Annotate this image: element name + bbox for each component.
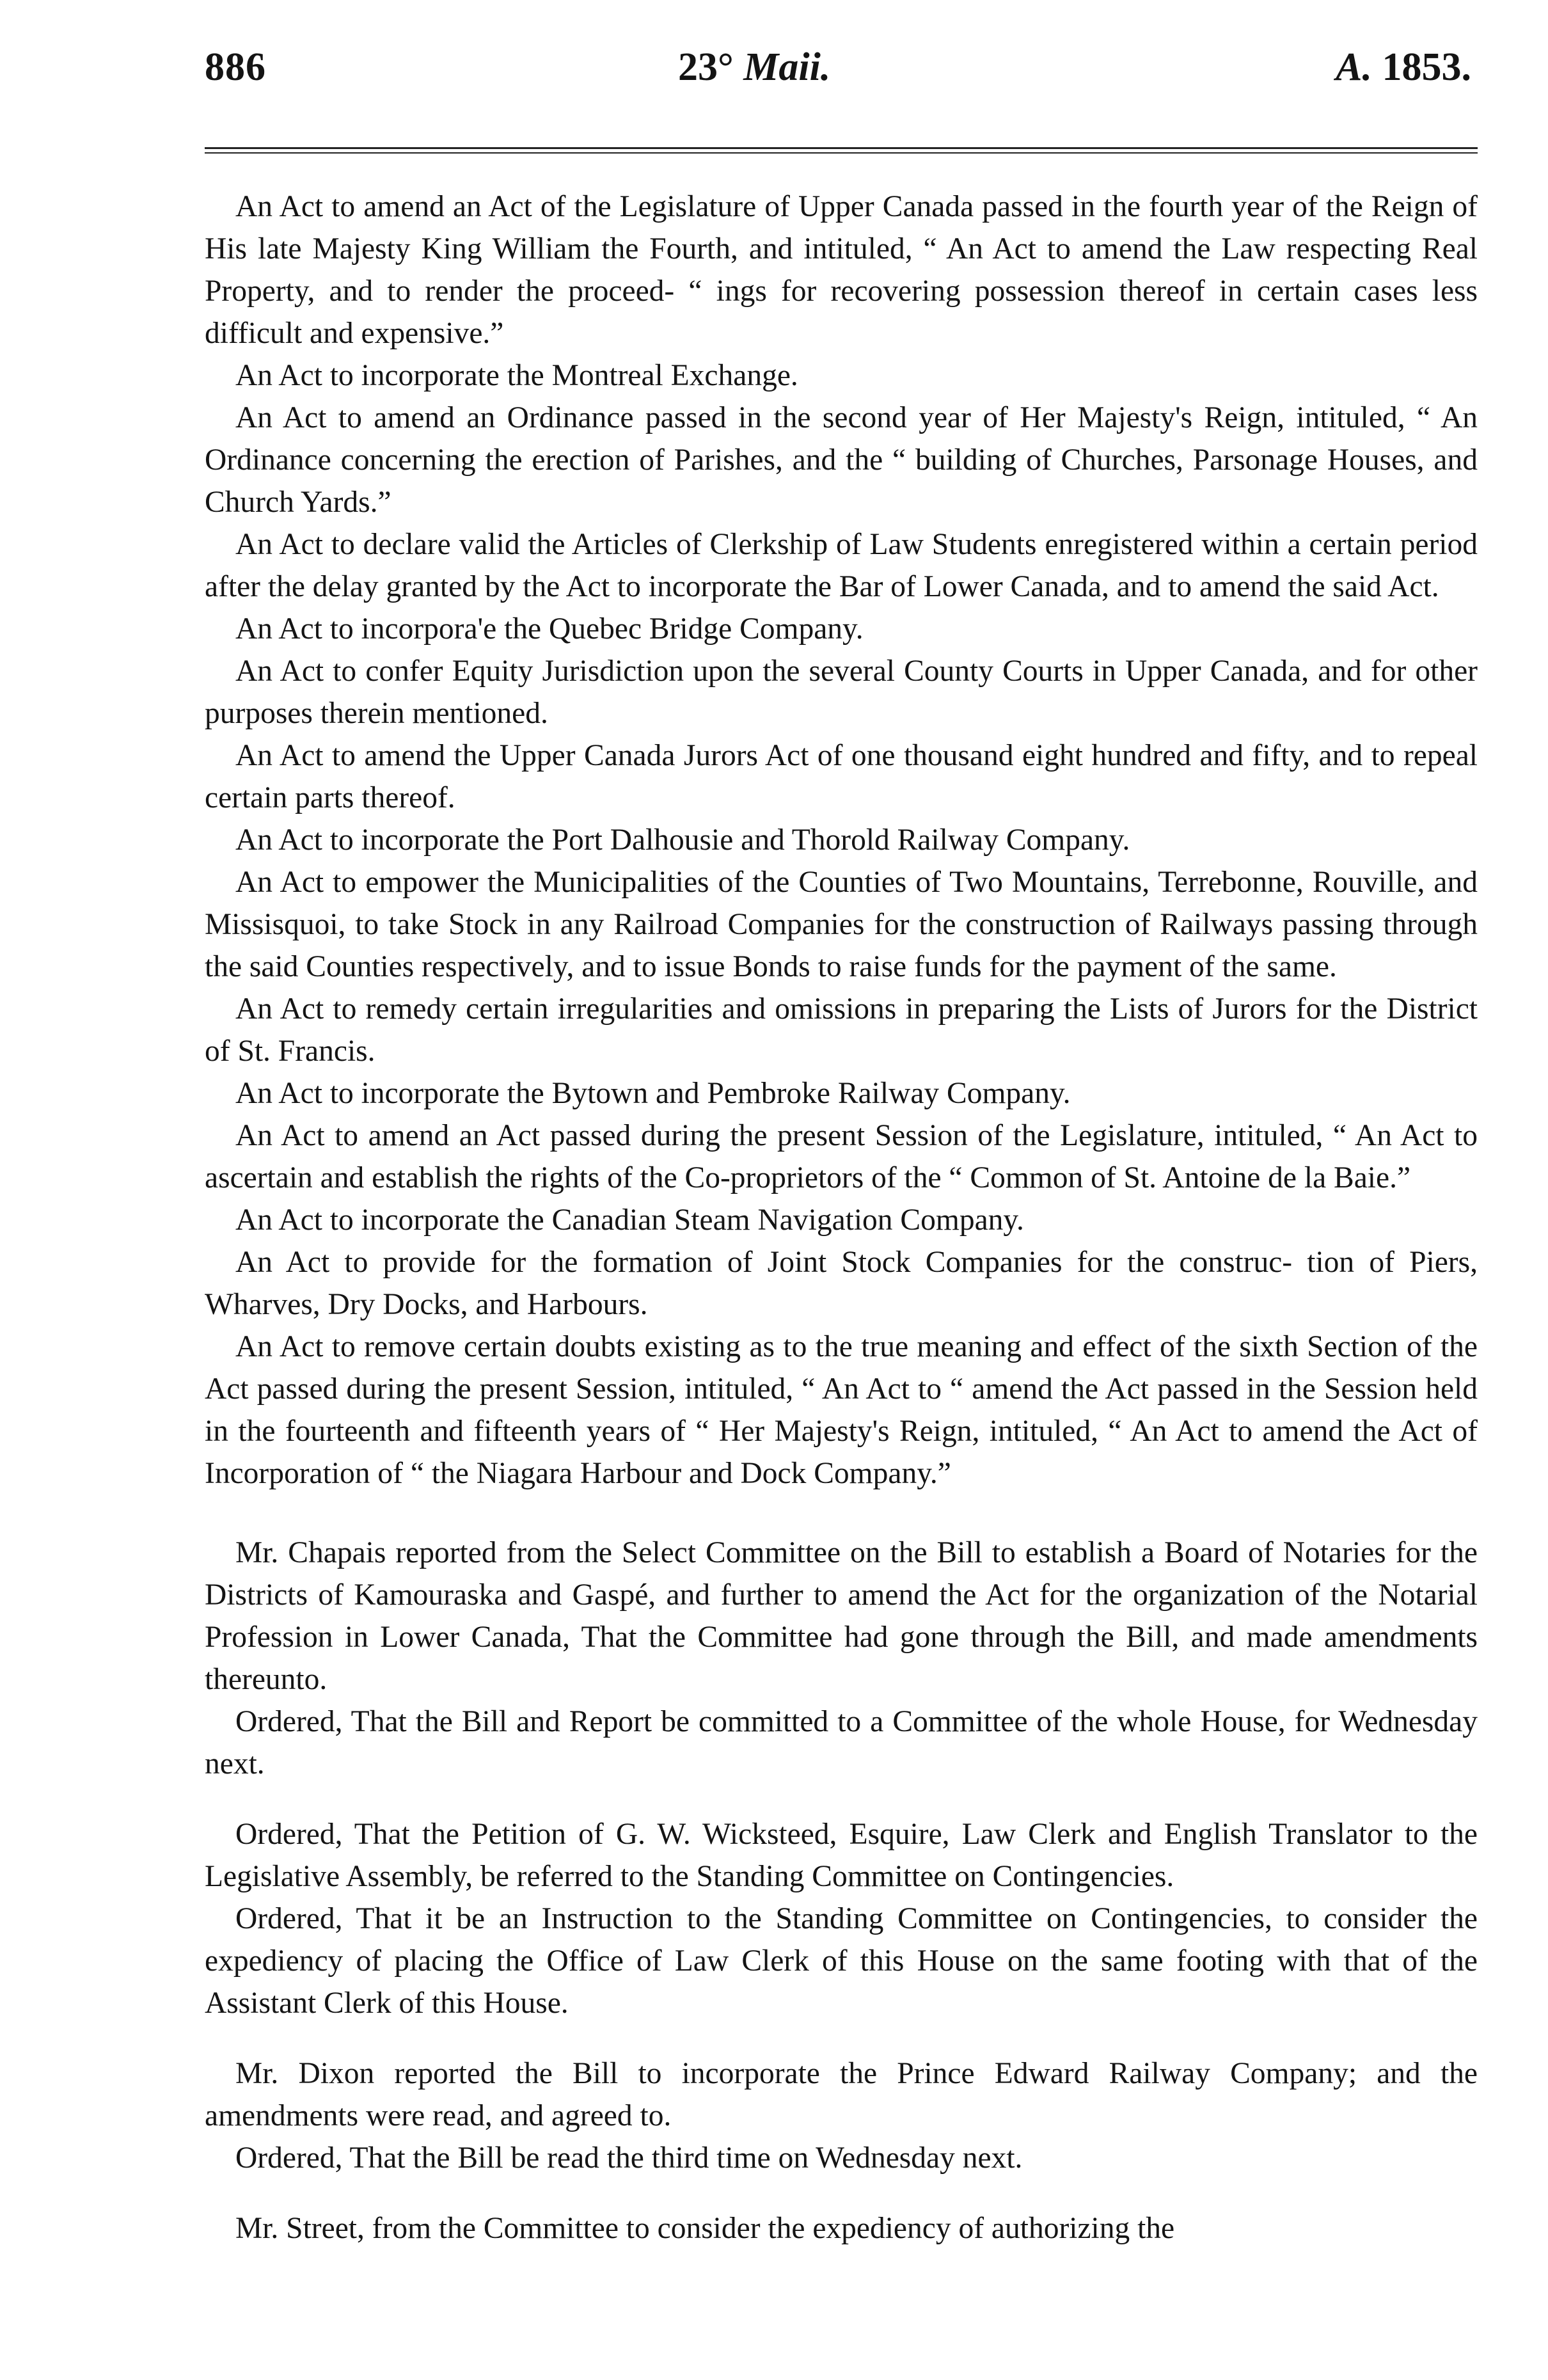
header-year <box>1336 45 1471 90</box>
act-item: An Act to incorporate the Montreal Exchange. <box>235 359 798 392</box>
act-item: An Act to amend the Upper Canada Jurors Act of one thousand eight hundred and fifty, and to repeal certain parts thereof. <box>205 739 1478 814</box>
section-gap <box>205 2024 1478 2052</box>
act-item: An Act to incorporate the Bytown and Pembroke Railway Company. <box>235 1077 1071 1110</box>
act-item: An Act to amend an Ordinance passed in the second year of Her Majesty's Reign, intituled, “ An Ordinance concerning the erection of Parishes, and the “ building of Churches, Parsonage Houses, and Church Yards.” <box>205 401 1478 519</box>
report-paragraph: Mr. Street, from the Committee to consider the expediency of authorizing the <box>235 2212 1175 2245</box>
act-item: An Act to declare valid the Articles of Clerkship of Law Students enregistered within a certain period after the delay granted by the Act to incorporate the Bar of Lower Canada, and to amend the said Act. <box>205 528 1478 603</box>
report-paragraph: Mr. Chapais reported from the Select Committee on the Bill to establish a Board of Notaries for the Districts of Kamouraska and Gaspé, and further to amend the Act for the organization of the Notarial Profession in Lower Canada, That the Committee had gone through the Bill, and made amendments thereunto. <box>205 1536 1478 1696</box>
act-item: An Act to incorporate the Port Dalhousie and Thorold Railway Company. <box>235 823 1130 857</box>
act-item: An Act to remove certain doubts existing as to the true meaning and effect of the sixth Section of the Act passed during the present Session, intituled, “ An Act to “ amend the Act passed in the Session held in the fourteenth and fifteenth years of “ Her Majesty's Reign, intituled, “ An Act to amend the Act of Incorporation of “ the Niagara Harbour and Dock Company.” <box>205 1330 1478 1490</box>
section-gap <box>205 1495 1478 1532</box>
act-item: An Act to incorpora'e the Quebec Bridge Company. <box>235 612 864 646</box>
act-item: An Act to incorporate the Canadian Steam Navigation Company. <box>235 1203 1024 1237</box>
order-paragraph: Ordered, That the Bill and Report be committed to a Committee of the whole House, for Wednesday next. <box>205 1705 1478 1781</box>
header-rule <box>205 147 1478 149</box>
order-paragraph: Ordered, That the Bill be read the third time on Wednesday next. <box>235 2141 1023 2175</box>
section-gap <box>205 2179 1478 2207</box>
year-prefix: A. <box>1336 45 1372 89</box>
order-paragraph: Ordered, That the Petition of G. W. Wicksteed, Esquire, Law Clerk and English Translator to the Legislative Assembly, be referred to the Standing Committee on Contingencies. <box>205 1818 1478 1893</box>
page-body <box>205 186 1478 2249</box>
header-rule-secondary <box>205 152 1478 154</box>
act-item: An Act to provide for the formation of Joint Stock Companies for the construc- tion of Piers, Wharves, Dry Docks, and Harbours. <box>205 1246 1478 1321</box>
act-item: An Act to amend an Act passed during the present Session of the Legislature, intituled, “ An Act to ascertain and establish the rights of the Co-proprietors of the “ Common of St. Antoine de la Baie.” <box>205 1119 1478 1194</box>
act-item: An Act to confer Equity Jurisdiction upon the several County Courts in Upper Canada, and for other purposes therein mentioned. <box>205 654 1478 730</box>
order-paragraph: Ordered, That it be an Instruction to the Standing Committee on Contingencies, to consider the expediency of placing the Office of Law Clerk of this House on the same footing with that of the Assistant Clerk of this House. <box>205 1902 1478 2020</box>
act-item: An Act to remedy certain irregularities and omissions in preparing the Lists of Jurors for the District of St. Francis. <box>205 992 1478 1068</box>
header-date <box>678 45 830 90</box>
act-item: An Act to empower the Municipalities of the Counties of Two Mountains, Terrebonne, Rouville, and Missisquoi, to take Stock in any Railroad Companies for the construction of Railways passing through the said Counties respectively, and to issue Bonds to raise funds for the payment of the same. <box>205 866 1478 983</box>
date-month: Maii. <box>743 45 831 89</box>
page-header <box>205 38 1478 115</box>
journal-page <box>205 38 1478 2354</box>
year-value: 1853. <box>1382 45 1471 89</box>
date-day: 23° <box>678 45 734 89</box>
report-paragraph: Mr. Dixon reported the Bill to incorporate the Prince Edward Railway Company; and the amendments were read, and agreed to. <box>205 2057 1478 2132</box>
act-item: An Act to amend an Act of the Legislature of Upper Canada passed in the fourth year of the Reign of His late Majesty King William the Fourth, and intituled, “ An Act to amend the Law respecting Real Property, and to render the proceed- “ ings for recovering possession thereof in certain cases less difficult and expensive.” <box>205 190 1478 350</box>
page-number: 886 <box>205 45 266 89</box>
section-gap <box>205 1785 1478 1813</box>
